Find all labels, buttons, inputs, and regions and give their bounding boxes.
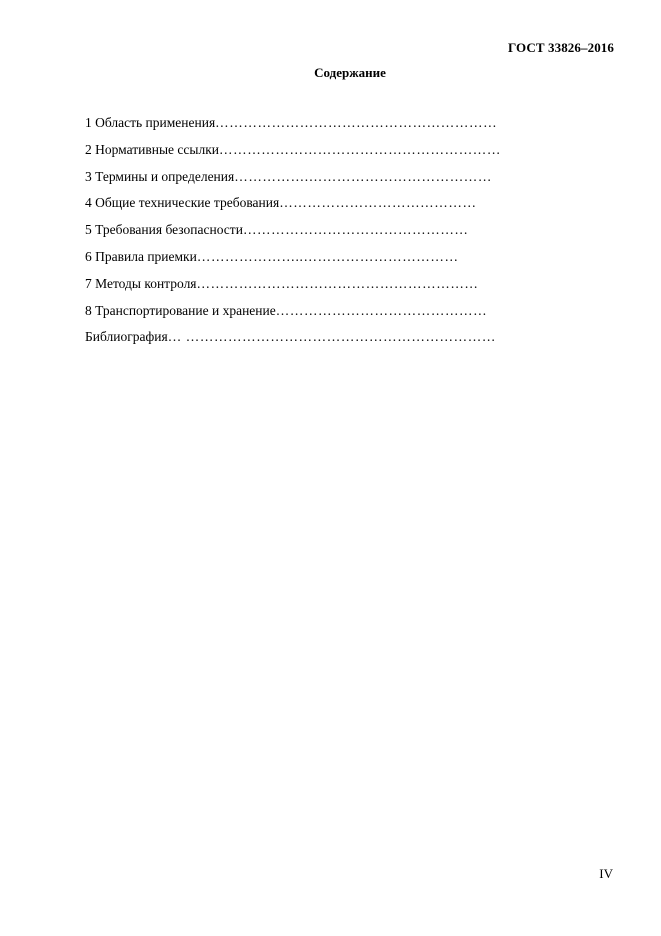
dot-leader: …………………………………………: [242, 222, 469, 238]
toc-item-label: 6 Правила приемки: [85, 248, 197, 264]
toc-item-acceptance-rules: [85, 248, 550, 275]
toc-item-scope: [85, 114, 550, 141]
toc-item-label: 5 Требования безопасности: [85, 222, 243, 238]
dot-leader: ……………………………………: [279, 195, 477, 211]
dot-leader: ……………………………………………………: [196, 275, 479, 291]
toc-item-normative-references: [85, 141, 550, 168]
dot-leader: …………….…………………………………: [234, 168, 492, 184]
dot-leader: ……………………………………………………: [219, 141, 501, 157]
dot-leader: ………………………………………: [275, 302, 488, 318]
toc-item-test-methods: [85, 275, 550, 302]
toc-item-technical-requirements: [85, 194, 550, 221]
toc-title: Содержание: [314, 65, 386, 80]
toc-item-safety-requirements: [85, 221, 550, 248]
toc-item-terms-definitions: [85, 168, 550, 195]
toc-item-label: 7 Методы контроля: [85, 275, 197, 291]
toc-item-label: 1 Область применения: [85, 115, 216, 130]
dot-leader: ……………………………………………………: [215, 115, 498, 130]
toc-item-label: Библиография: [85, 329, 168, 345]
table-of-contents: [85, 114, 550, 355]
page-number: IV: [599, 866, 613, 881]
toc-item-label: 3 Термины и определения: [85, 168, 235, 184]
toc-item-label: 4 Общие технические требования: [85, 195, 280, 211]
toc-item-label: 8 Транспортирование и хранение: [85, 302, 276, 318]
dot-leader: …………………..……………………………: [196, 248, 459, 264]
dot-leader: … …………………………………………………………: [167, 329, 496, 345]
toc-item-bibliography: [85, 328, 550, 355]
toc-item-label: 2 Нормативные ссылки: [85, 141, 219, 157]
toc-item-transport-storage: [85, 302, 550, 329]
document-code: ГОСТ 33826–2016: [507, 40, 614, 55]
